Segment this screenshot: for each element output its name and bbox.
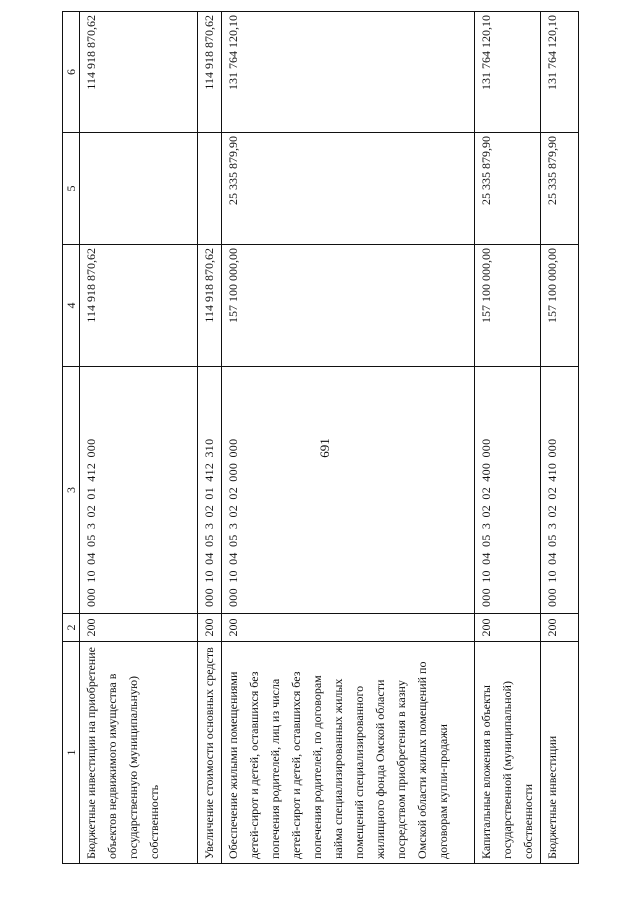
row-approved: 114 918 870,62 [80, 245, 198, 367]
row-budget-code: 000 10 04 05 3 02 02 000 000 [222, 367, 475, 614]
header-row [63, 12, 80, 864]
table-row [198, 12, 222, 864]
row-line-code: 200 [475, 614, 541, 642]
row-name: Бюджетные инвестиции [541, 642, 579, 864]
row-unexecuted: 131 764 120,10 [541, 12, 579, 133]
table-row [80, 12, 198, 864]
row-approved: 157 100 000,00 [541, 245, 579, 367]
row-approved: 157 100 000,00 [222, 245, 475, 367]
header-col-1: 1 [63, 642, 80, 864]
table-row [222, 12, 475, 864]
header-col-4: 4 [63, 245, 80, 367]
table-row [475, 12, 541, 864]
header-col-3: 3 [63, 367, 80, 614]
row-approved: 114 918 870,62 [198, 245, 222, 367]
header-col-2: 2 [63, 614, 80, 642]
row-name: Увеличение стоимости основных средств [198, 642, 222, 864]
rotated-table-container [62, 12, 637, 864]
row-unexecuted: 131 764 120,10 [475, 12, 541, 133]
row-budget-code: 000 10 04 05 3 02 01 412 000 [80, 367, 198, 614]
row-executed [198, 133, 222, 245]
header-col-6: 6 [63, 12, 80, 133]
row-unexecuted: 114 918 870,62 [80, 12, 198, 133]
row-executed: 25 335 879,90 [541, 133, 579, 245]
row-executed: 25 335 879,90 [222, 133, 475, 245]
row-name: Обеспечение жилыми помещениями детей-сирот и детей, оставшихся без попечения родителей, лиц из числа детей-сирот и детей, оставшихся без попечения родителей, по договорам найма специализированных жилых помещений специализированного жилищного фонда Омской области посредством приобретения в казну Омской области жилых помещений по договорам купли-продажи [222, 642, 475, 864]
row-unexecuted: 114 918 870,62 [198, 12, 222, 133]
row-budget-code: 000 10 04 05 3 02 02 400 000 [475, 367, 541, 614]
row-executed: 25 335 879,90 [475, 133, 541, 245]
row-approved: 157 100 000,00 [475, 245, 541, 367]
table-row [541, 12, 579, 864]
row-line-code: 200 [541, 614, 579, 642]
page-number: 691 [317, 438, 332, 458]
row-name: Капитальные вложения в объекты государственной (муниципальной) собственности [475, 642, 541, 864]
row-line-code: 200 [80, 614, 198, 642]
budget-table [62, 11, 579, 864]
row-line-code: 200 [198, 614, 222, 642]
row-executed [80, 133, 198, 245]
row-line-code: 200 [222, 614, 475, 642]
header-col-5: 5 [63, 133, 80, 245]
row-name: Бюджетные инвестиции на приобретение объектов недвижимого имущества в государственную (муниципальную) собственность [80, 642, 198, 864]
row-budget-code: 000 10 04 05 3 02 02 410 000 [541, 367, 579, 614]
row-unexecuted: 131 764 120,10 [222, 12, 475, 133]
row-budget-code: 000 10 04 05 3 02 01 412 310 [198, 367, 222, 614]
